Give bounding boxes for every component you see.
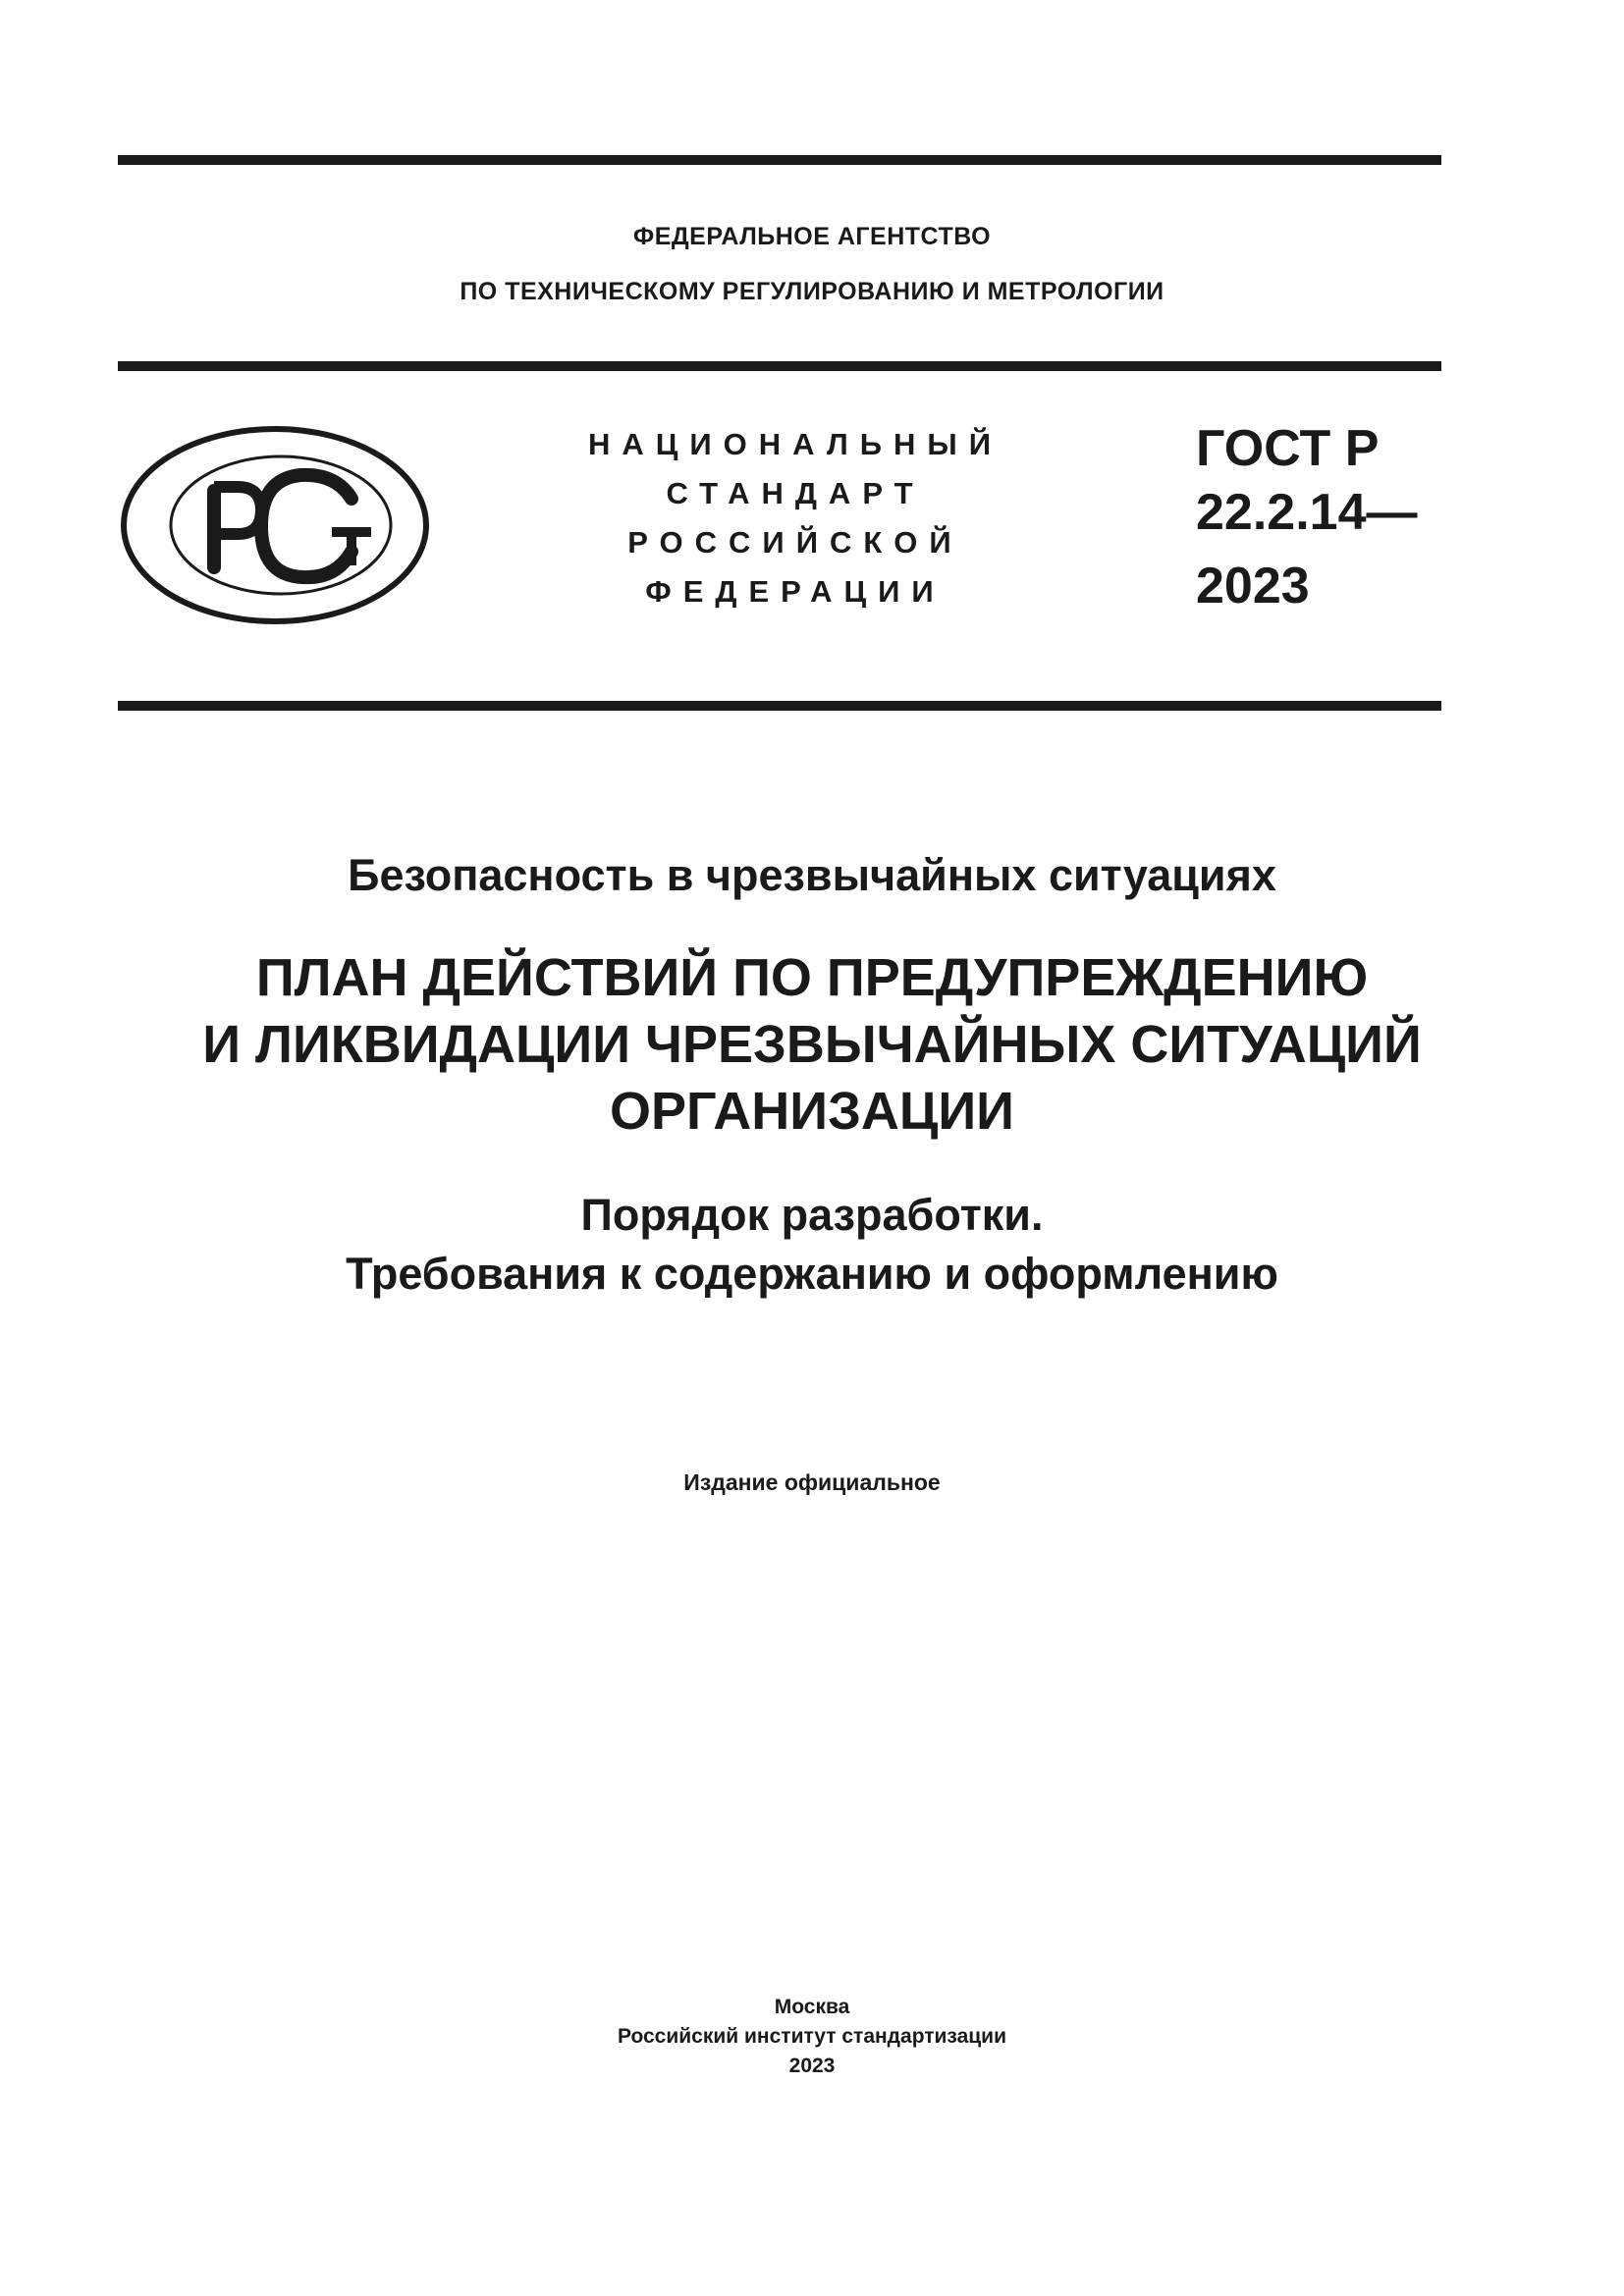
main-title-line-3: ОРГАНИЗАЦИИ	[610, 1082, 1014, 1141]
subtitle-line-2: Требования к содержанию и оформлению	[346, 1249, 1278, 1299]
standard-type-line-3: РОССИЙСКОЙ	[627, 525, 963, 560]
designation-rule	[118, 701, 1441, 711]
standard-type-line-1: НАЦИОНАЛЬНЫЙ	[587, 427, 1003, 461]
header-rule	[118, 361, 1441, 371]
imprint-publisher: Российский институт стандартизации	[617, 2025, 1007, 2048]
gost-r-certification-mark-icon	[118, 422, 432, 628]
imprint-city: Москва	[774, 1996, 850, 2018]
agency-line-2: ПО ТЕХНИЧЕСКОМУ РЕГУЛИРОВАНИЮ И МЕТРОЛОГИИ	[460, 278, 1164, 305]
official-edition-label: Издание официальное	[683, 1469, 941, 1495]
subtitle-line-1: Порядок разработки.	[580, 1190, 1044, 1240]
designation-line-3: 2023	[1196, 558, 1310, 614]
main-title-line-2: И ЛИКВИДАЦИИ ЧРЕЗВЫЧАЙНЫХ СИТУАЦИЙ	[202, 1015, 1422, 1074]
standard-type-line-2: СТАНДАРТ	[666, 476, 925, 510]
top-rule	[118, 155, 1441, 165]
designation-line-1: ГОСТ Р	[1196, 420, 1380, 477]
standard-group-title: Безопасность в чрезвычайных ситуациях	[348, 850, 1276, 900]
main-title-line-1: ПЛАН ДЕЙСТВИЙ ПО ПРЕДУПРЕЖДЕНИЮ	[255, 948, 1369, 1007]
designation-line-2: 22.2.14—	[1196, 484, 1418, 541]
agency-line-1: ФЕДЕРАЛЬНОЕ АГЕНТСТВО	[632, 223, 992, 250]
imprint-year: 2023	[788, 2055, 836, 2077]
standard-type-line-4: ФЕДЕРАЦИИ	[645, 574, 946, 609]
